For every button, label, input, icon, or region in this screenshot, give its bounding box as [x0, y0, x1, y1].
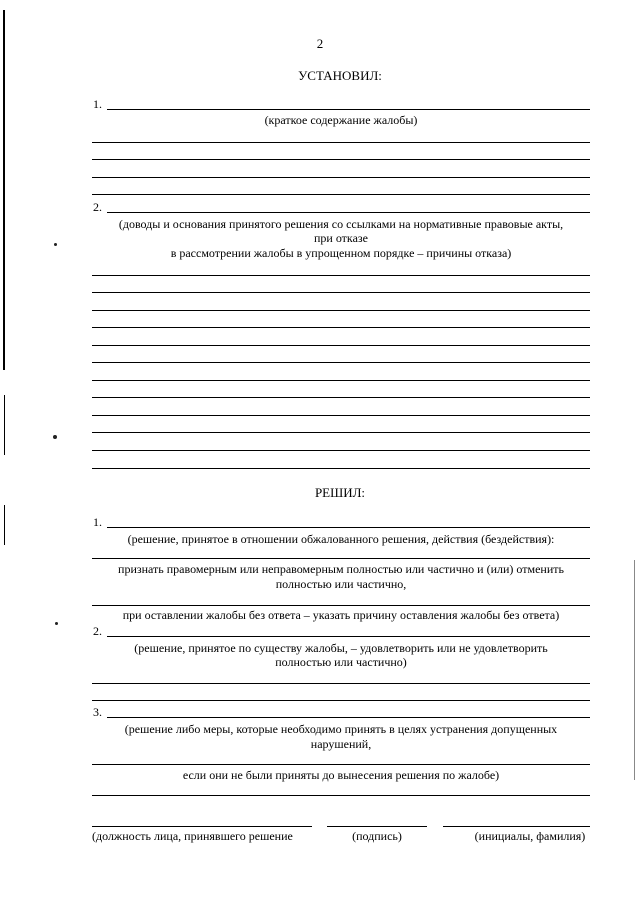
fill-line	[107, 717, 590, 718]
fill-line	[92, 432, 590, 433]
fill-line	[92, 362, 590, 363]
scan-edge-left-top	[3, 10, 5, 370]
item-number: 2.	[93, 624, 102, 638]
position-caption: (должность лица, принявшего решение	[92, 829, 293, 843]
signature-line-position	[92, 826, 312, 827]
fill-line	[92, 142, 590, 143]
section-heading-decided: РЕШИЛ:	[314, 485, 366, 500]
fill-line	[92, 345, 590, 346]
fill-line	[92, 468, 590, 469]
field-caption: (краткое содержание жалобы)	[264, 113, 418, 127]
field-caption: (доводы и основания принятого решения со ссылками на нормативные правовые акты,	[118, 217, 564, 231]
field-caption: (решение, принятое по существу жалобы, – удовлетворить или не удовлетворить	[134, 641, 548, 655]
field-caption: нарушений,	[310, 737, 372, 751]
fill-line	[107, 527, 590, 528]
scan-speck	[54, 243, 57, 246]
field-caption: полностью или частично)	[275, 655, 407, 669]
section-heading-established: УСТАНОВИЛ:	[298, 68, 382, 83]
field-caption: при отказе	[314, 231, 368, 245]
scan-speck	[55, 622, 58, 625]
item-number: 1.	[93, 515, 102, 529]
fill-line	[92, 159, 590, 160]
field-caption: при оставлении жалобы без ответа – указать причину оставления жалобы без ответа)	[122, 608, 560, 622]
fill-line	[107, 636, 590, 637]
fill-line	[92, 177, 590, 178]
page-number: 2	[316, 36, 324, 51]
field-caption: в рассмотрении жалобы в упрощенном порядке – причины отказа)	[170, 246, 512, 260]
fill-line	[92, 397, 590, 398]
scan-edge-left-low	[4, 505, 5, 545]
item-number: 3.	[93, 705, 102, 719]
scan-edge-right	[634, 560, 635, 780]
field-caption: признать правомерным или неправомерным полностью или частично и (или) отменить	[118, 562, 564, 576]
field-caption: полностью или частично,	[275, 577, 407, 591]
fill-line	[92, 292, 590, 293]
fill-line	[92, 605, 590, 606]
field-caption: (решение, принятое в отношении обжалованного решения, действия (бездействия):	[127, 532, 555, 546]
signature-line-signature	[327, 826, 427, 827]
fill-line	[92, 380, 590, 381]
field-caption: если они не были приняты до вынесения решения по жалобе)	[182, 768, 500, 782]
fill-line	[92, 764, 590, 765]
fill-line	[92, 415, 590, 416]
fill-line	[107, 212, 590, 213]
fill-line	[92, 327, 590, 328]
fill-line	[92, 700, 590, 701]
signature-caption: (подпись)	[352, 829, 402, 843]
fill-line	[92, 194, 590, 195]
scan-speck	[53, 435, 57, 439]
item-number: 1.	[93, 97, 102, 111]
fill-line	[92, 275, 590, 276]
signature-line-name	[443, 826, 590, 827]
fill-line	[92, 558, 590, 559]
fill-line	[92, 450, 590, 451]
scan-edge-left-mid	[4, 395, 5, 455]
fill-line	[107, 109, 590, 110]
name-caption: (инициалы, фамилия)	[474, 829, 586, 843]
field-caption: (решение либо меры, которые необходимо принять в целях устранения допущенных	[124, 722, 558, 736]
fill-line	[92, 683, 590, 684]
fill-line	[92, 310, 590, 311]
item-number: 2.	[93, 200, 102, 214]
fill-line	[92, 795, 590, 796]
